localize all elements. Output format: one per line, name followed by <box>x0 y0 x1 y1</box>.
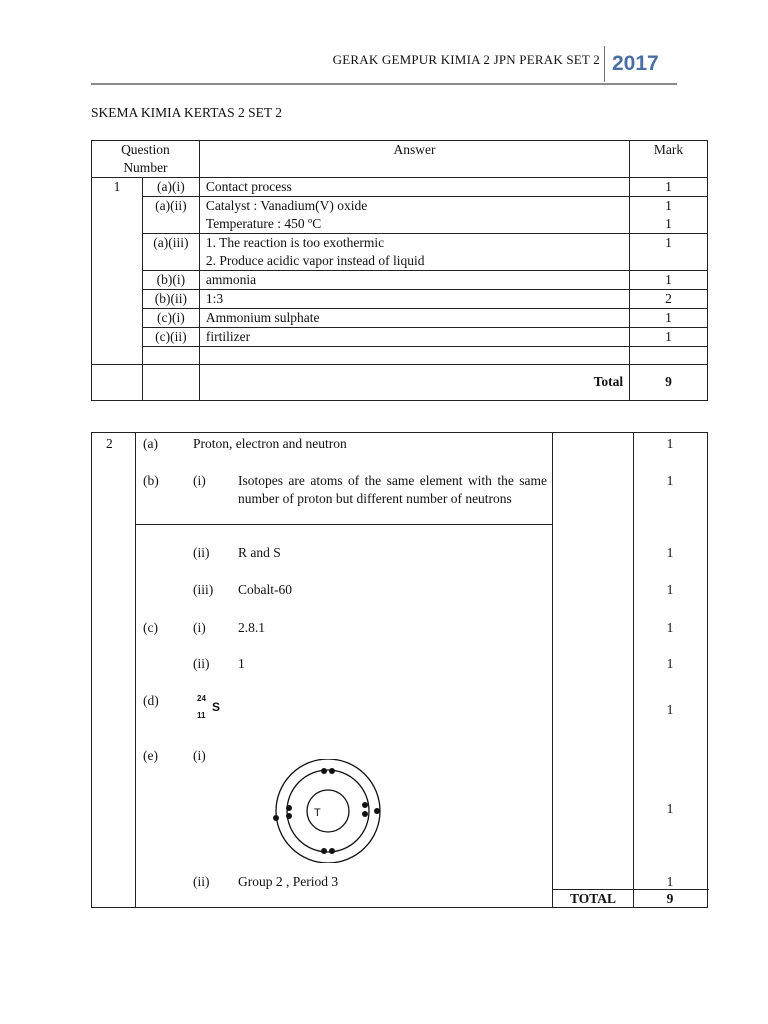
total-row <box>92 365 708 401</box>
subpart-label: (i) <box>193 620 206 635</box>
mark-cell: 1 <box>666 656 674 671</box>
mark-cell: 1 <box>630 178 708 197</box>
question-2-box <box>91 432 708 908</box>
row-divider <box>135 524 553 525</box>
mass-number: 24 <box>197 694 206 703</box>
electron-dot <box>329 768 335 774</box>
mark-cell: 2 <box>630 290 708 309</box>
header-answer: Answer <box>199 141 629 178</box>
answer-line: Catalyst : Vanadium(V) oxide <box>205 198 368 213</box>
mark-cell: 1 <box>666 473 674 488</box>
mark-line: 1 <box>665 198 672 213</box>
part-label: (b) <box>143 473 159 488</box>
answer-text: R and S <box>238 545 281 560</box>
header-question-number: Question Number <box>92 141 200 178</box>
question-number: 2 <box>106 436 113 451</box>
answer-text: Isotopes are atoms of the same element with the same number of proton but different number of neutrons <box>238 473 547 506</box>
header-divider <box>604 46 605 82</box>
mark-cell: 1 <box>666 874 674 889</box>
total-label: Total <box>199 365 629 401</box>
mark-cell: 1 <box>666 582 674 597</box>
total-label: TOTAL <box>569 891 617 906</box>
mark-cell: 1 <box>666 545 674 560</box>
electron-dot <box>286 805 292 811</box>
table-row <box>92 271 708 290</box>
subpart-label: (i) <box>193 748 206 763</box>
outer-shell <box>276 759 380 863</box>
document-title: SKEMA KIMIA KERTAS 2 SET 2 <box>91 105 283 120</box>
electron-dot <box>362 811 368 817</box>
subpart-label: (ii) <box>193 874 210 889</box>
atomic-number: 11 <box>197 711 206 720</box>
header-mark: Mark <box>630 141 708 178</box>
answer-line: Temperature : 450 ºC <box>205 216 322 231</box>
electron-dot <box>321 848 327 854</box>
answer-text: Proton, electron and neutron <box>193 436 347 451</box>
part-label: (c) <box>143 620 158 635</box>
mark-cell: 1 <box>630 271 708 290</box>
mark-cell: 1 <box>630 328 708 347</box>
column-divider <box>552 433 553 908</box>
answer-text: 1 <box>238 656 245 671</box>
mark-cell <box>630 197 708 234</box>
answer-cell <box>199 234 629 271</box>
table-row <box>92 290 708 309</box>
header-rule <box>91 83 677 85</box>
electron-arrangement-diagram <box>270 759 386 863</box>
table-row <box>92 197 708 234</box>
electron-dot <box>286 813 292 819</box>
mark-cell: 1 <box>630 309 708 328</box>
part-label: (c)(i) <box>142 309 199 328</box>
answer-cell: 1:3 <box>199 290 629 309</box>
part-label: (b)(ii) <box>142 290 199 309</box>
answer-text: Cobalt-60 <box>238 582 292 597</box>
electron-dot <box>321 768 327 774</box>
mark-cell: 1 <box>666 801 674 816</box>
mark-cell: 1 <box>666 702 674 717</box>
answer-line: 1. The reaction is too exothermic <box>205 235 385 250</box>
answer-cell: firtilizer <box>199 328 629 347</box>
part-label: (a)(ii) <box>142 197 199 234</box>
question-1-table <box>91 140 708 401</box>
subpart-label: (i) <box>193 473 206 488</box>
part-label: (a) <box>143 436 158 451</box>
middle-shell <box>287 770 369 852</box>
header-title: GERAK GEMPUR KIMIA 2 JPN PERAK SET 2 <box>332 52 600 67</box>
nucleus-label: T <box>314 807 321 819</box>
mark-cell: 1 <box>666 436 674 451</box>
part-label: (a)(iii) <box>142 234 199 271</box>
answer-text: 2.8.1 <box>238 620 265 635</box>
table-row <box>92 234 708 271</box>
part-label: (d) <box>143 693 159 708</box>
part-label: (e) <box>143 748 158 763</box>
electron-dot <box>362 802 368 808</box>
table-row-empty <box>92 347 708 365</box>
total-mark: 9 <box>630 365 708 401</box>
answer-cell: ammonia <box>199 271 629 290</box>
answer-line: 2. Produce acidic vapor instead of liquid <box>205 253 425 268</box>
mark-line: 1 <box>665 216 672 231</box>
table-row <box>92 309 708 328</box>
part-label: (a)(i) <box>142 178 199 197</box>
element-symbol: S <box>212 700 221 714</box>
column-divider <box>135 433 136 908</box>
electrons <box>273 768 380 854</box>
header-year: 2017 <box>612 52 659 75</box>
answer-text: Group 2 , Period 3 <box>238 874 339 889</box>
mark-cell: 1 <box>630 234 708 271</box>
electron-dot <box>273 815 279 821</box>
total-mark: 9 <box>666 891 674 906</box>
table-row <box>92 328 708 347</box>
question-number: 1 <box>92 178 143 365</box>
subpart-label: (iii) <box>193 582 214 597</box>
answer-cell <box>199 197 629 234</box>
mark-cell: 1 <box>666 620 674 635</box>
part-label: (b)(i) <box>142 271 199 290</box>
answer-cell: Ammonium sulphate <box>199 309 629 328</box>
subpart-label: (ii) <box>193 656 210 671</box>
table-header-row <box>92 141 708 178</box>
subpart-label: (ii) <box>193 545 210 560</box>
electron-dot <box>329 848 335 854</box>
answer-cell: Contact process <box>199 178 629 197</box>
electron-dot <box>374 808 380 814</box>
part-label: (c)(ii) <box>142 328 199 347</box>
table-row <box>92 178 708 197</box>
